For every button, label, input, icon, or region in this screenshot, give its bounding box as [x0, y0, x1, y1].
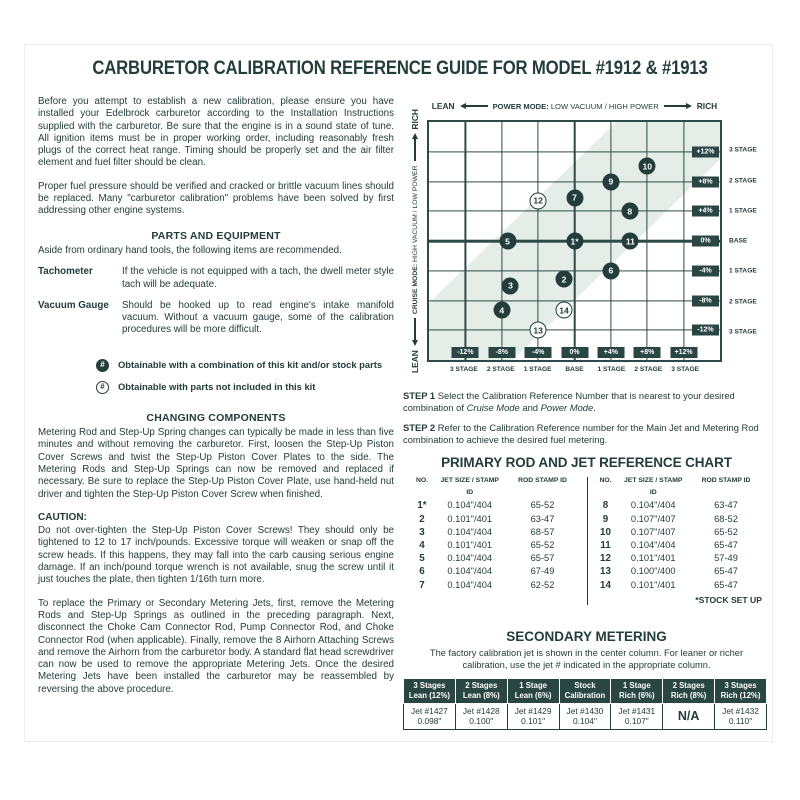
ref-number-cell: 11 — [600, 539, 611, 551]
secondary-column-header — [611, 679, 663, 703]
ref-number-cell: 9 — [602, 513, 609, 525]
calibration-point-1: 1* — [566, 233, 583, 250]
parts-equipment-heading: PARTS AND EQUIPMENT — [151, 229, 281, 242]
secondary-column-header — [559, 679, 611, 703]
jet-size-cell: 0.104"/404 — [447, 579, 493, 590]
legend-item-non-kit-parts — [96, 381, 394, 394]
ref-number-cell: 10 — [600, 526, 611, 538]
secondary-column-header — [715, 679, 767, 703]
cruise-mode-axis — [403, 109, 427, 373]
calibration-point-14: 14 — [556, 302, 573, 319]
header-line: 1 Stage — [622, 681, 651, 691]
ref-number-cell: 1* — [417, 500, 427, 512]
chart-symbol-legend — [96, 359, 394, 394]
secondary-jet-cell — [507, 703, 559, 730]
cruise-pct-badge: +4% — [692, 206, 719, 217]
cruise-pct-badge: 0% — [692, 236, 719, 247]
changing-components-heading: CHANGING COMPONENTS — [146, 411, 286, 424]
gridline-horizontal — [429, 300, 720, 301]
power-stage-label: 2 STAGE — [486, 366, 515, 373]
rod-stamp-cell: 65-52 — [530, 500, 555, 511]
jet-size: 0.098" — [417, 715, 442, 726]
header-line: Calibration — [564, 690, 606, 700]
right-arrow-icon — [664, 103, 692, 109]
secondary-column-header — [455, 679, 507, 703]
power-pct-badge: -12% — [452, 347, 479, 358]
rich-label: RICH — [696, 101, 718, 111]
table-row — [591, 513, 767, 526]
cruise-stage-label: 2 STAGE — [729, 177, 757, 184]
cruise-pct-badge: -8% — [692, 295, 719, 306]
rod-stamp-cell: 65-52 — [530, 539, 555, 550]
header-line: Lean (12%) — [408, 690, 450, 700]
parts-equipment-intro: Aside from ordinary hand tools, the following items are recommended. — [38, 244, 342, 256]
header-line: 2 Stages — [465, 681, 498, 691]
header-line: Rich (8%) — [670, 690, 707, 700]
step-2: STEP 2 Refer to the Calibration Reference number for the Main Jet and Metering Rod combination to achieve the desired fuel metering. — [403, 422, 759, 445]
header-line: 1 Stage — [519, 681, 547, 691]
calibration-point-11: 11 — [622, 233, 639, 250]
ref-number-cell: 3 — [419, 526, 425, 538]
power-pct-badge: +8% — [634, 347, 661, 358]
column-header: ROD STAMP ID — [518, 477, 567, 485]
jet-number: Jet #1431 — [618, 705, 656, 716]
right-column — [403, 100, 770, 730]
power-stage-label: 3 STAGE — [450, 366, 478, 373]
table-row — [591, 539, 767, 552]
secondary-column-header — [507, 679, 559, 703]
calibration-chart-plot — [427, 120, 722, 362]
ref-number-cell: 7 — [419, 579, 425, 591]
header-line: Stock — [574, 681, 596, 691]
secondary-metering-heading: SECONDARY METERING — [506, 628, 667, 644]
ref-number-cell: 14 — [600, 579, 611, 591]
table-row — [591, 552, 767, 565]
down-arrow-icon — [412, 318, 418, 346]
stock-setup-note: *STOCK SET UP — [695, 594, 762, 605]
header-line: 2 Stages — [672, 681, 705, 691]
calibration-point-4: 4 — [493, 302, 510, 319]
calibration-point-8: 8 — [621, 203, 638, 220]
column-header: ROD STAMP ID — [701, 477, 751, 485]
table-row — [591, 565, 767, 578]
table-row — [407, 513, 583, 526]
power-stage-label: 1 STAGE — [523, 366, 552, 373]
power-pct-badge: 0% — [561, 347, 588, 358]
primary-table-right-half — [587, 475, 771, 591]
rod-stamp-cell: 65-47 — [714, 579, 738, 590]
changing-components-paragraph: Metering Rod and Step-Up Spring changes can typically be made in less than five minutes and without removing the carburetor. First, loosen the Step-Up Piston Cover Screws and twist the Step-Up Piston Cover Plates to the side. The Metering Rods and Step-Up Springs can now be removed and replaced if necessary. Be sure to replace the Step-Up Piston Cover Plate, use hand-held nut driver and tighten the Step-Up Piston Cover Screw when finished. — [38, 427, 394, 500]
left-column — [38, 96, 394, 707]
secondary-jet-cell — [404, 703, 456, 730]
power-mode-axis-label — [427, 100, 722, 112]
rod-stamp-cell: 65-47 — [714, 539, 738, 550]
cruise-stage-label: 3 STAGE — [729, 328, 757, 336]
jet-size: 0.101" — [521, 715, 546, 726]
secondary-table-value-row — [404, 703, 767, 730]
power-stage-labels — [427, 362, 722, 377]
equipment-description: Should be hooked up to read engine's intake manifold vacuum. Without a vacuum gauge, some of the calibration procedures will be more difficult. — [122, 299, 394, 336]
primary-table-header-row — [407, 475, 583, 499]
calibration-point-5: 5 — [499, 233, 516, 250]
table-row — [591, 499, 767, 512]
gridline-vertical — [610, 122, 611, 360]
jet-size-cell: 0.104"/404 — [447, 526, 493, 537]
rod-stamp-cell: 63-47 — [530, 513, 555, 524]
equipment-name: Tachometer — [38, 266, 93, 278]
equipment-name: Vacuum Gauge — [38, 299, 109, 311]
cruise-pct-badge: +12% — [692, 146, 719, 157]
ref-number-cell: 13 — [600, 566, 611, 578]
power-stage-label: BASE — [565, 366, 584, 373]
cruise-stage-label: 3 STAGE — [729, 146, 757, 154]
jet-size: 0.110" — [728, 715, 753, 726]
calibration-point-3: 3 — [502, 277, 519, 294]
jet-number: Jet #1427 — [411, 705, 448, 716]
secondary-metering-intro: The factory calibration jet is shown in the center column. For leaner or richer calibration, use the jet # indicated in the appropriate column. — [429, 647, 744, 670]
calibration-chart — [403, 109, 770, 373]
power-pct-badge: +4% — [597, 347, 624, 358]
jet-number: Jet #1432 — [722, 705, 759, 716]
calibration-point-12: 12 — [530, 192, 547, 209]
secondary-column-header — [404, 679, 456, 703]
jet-size: 0.104" — [572, 715, 597, 726]
equipment-item-vacuum-gauge — [38, 300, 394, 337]
cruise-pct-badge: -12% — [692, 325, 719, 336]
rod-stamp-cell: 65-57 — [530, 553, 555, 564]
primary-table-left-half — [403, 475, 587, 591]
step-2-label: STEP 2 — [403, 422, 436, 434]
jet-size: 0.100" — [469, 715, 494, 726]
header-line: Lean (8%) — [462, 690, 500, 700]
table-row — [407, 526, 583, 539]
jet-size-cell: 0.107"/407 — [630, 526, 676, 537]
lean-label: LEAN — [410, 350, 420, 373]
header-line: 3 Stages — [413, 681, 446, 691]
calibration-steps — [403, 390, 770, 445]
rod-stamp-cell: 65-52 — [714, 526, 738, 537]
gridline-horizontal — [429, 270, 720, 271]
cruise-stage-label: BASE — [729, 237, 748, 245]
secondary-table-header-row — [404, 679, 767, 703]
rod-stamp-cell: 62-52 — [530, 579, 555, 590]
jet-size-cell: 0.104"/404 — [447, 566, 493, 577]
jet-size-cell: 0.104"/404 — [630, 539, 676, 550]
cruise-stage-label: 1 STAGE — [729, 207, 757, 215]
jet-size-cell: 0.101"/401 — [447, 513, 493, 524]
jet-size-cell: 0.101"/401 — [630, 553, 676, 564]
column-header: JET SIZE / STAMP ID — [440, 477, 499, 497]
jet-size-cell: 0.101"/401 — [630, 579, 676, 590]
legend-text: Obtainable with parts not included in this kit — [118, 381, 316, 393]
power-stage-label: 3 STAGE — [671, 366, 699, 373]
jet-replacement-paragraph: To replace the Primary or Secondary Metering Jets, first, remove the Metering Rods and Step-Up Springs as outlined in the preceding paragraph. Next, disconnect the Choke Cam Connector Rod, Pump Connector Rod, and Choke Connector Rod (when applicable). Finally, remove the 8 Airhorn Attaching Screws and remove the Airhorn from the carburetor body. A standard flat head screwdriver can now be used to remove the appropriate Metering Jets. Once the desired Metering Jets have been installed the carburetor may be reassembled by reversing the above procedure. — [38, 597, 394, 695]
power-pct-badge: +12% — [670, 347, 697, 358]
header-line: Rich (12%) — [720, 690, 761, 700]
secondary-column-header — [663, 679, 715, 703]
power-mode-text: POWER MODE: LOW VACUUM / HIGH POWER — [492, 101, 659, 111]
table-row — [407, 539, 583, 552]
rod-stamp-cell: 57-49 — [714, 553, 738, 564]
equipment-item-tachometer — [38, 266, 394, 291]
header-line: Rich (6%) — [619, 690, 655, 700]
caution-paragraph: Do not over-tighten the Step-Up Piston Cover Screws! They should only be tightened to 12 to 17 inch/pounds. Excessive torque will weaken or snap off the screw heads. If this happens, they may fall into the carb causing serious engine damage. If an inch/pound torque wrench is not available, snug the screw until it just touches the plate, then tighten 1/16th turn more. — [38, 525, 394, 586]
table-row — [407, 499, 583, 512]
filled-number-circle-icon: # — [96, 359, 109, 372]
rod-stamp-cell: 68-57 — [530, 526, 555, 537]
calibration-point-7: 7 — [566, 189, 583, 206]
table-row — [591, 526, 767, 539]
table-row — [591, 579, 767, 592]
calibration-point-2: 2 — [556, 271, 573, 288]
cruise-stage-label: 1 STAGE — [729, 267, 757, 275]
jet-size-cell: 0.100"/400 — [630, 566, 676, 577]
ref-number-cell: 2 — [419, 513, 425, 525]
secondary-jet-cell — [715, 703, 767, 730]
rod-stamp-cell: 65-47 — [714, 566, 738, 577]
primary-table-header-row — [591, 475, 767, 499]
jet-size-cell: 0.104"/404 — [630, 500, 676, 511]
jet-number: Jet #1430 — [566, 705, 604, 716]
ref-number-cell: 5 — [419, 553, 425, 565]
legend-text: Obtainable with a combination of this kit and/or stock parts — [118, 359, 383, 371]
equipment-description: If the vehicle is not equipped with a tach, the dwell meter style tach will be adequate. — [122, 266, 394, 290]
calibration-point-13: 13 — [530, 322, 547, 339]
column-header: NO. — [415, 477, 429, 485]
outline-number-circle-icon: # — [96, 381, 109, 394]
rich-label: RICH — [410, 109, 420, 130]
calibration-point-10: 10 — [639, 158, 656, 175]
cruise-pct-badge: -4% — [692, 265, 719, 276]
left-arrow-icon — [460, 103, 488, 109]
jet-size-cell: 0.104"/404 — [447, 500, 493, 511]
gridline-horizontal — [429, 330, 720, 331]
power-stage-label: 1 STAGE — [597, 366, 626, 373]
jet-size-cell: 0.104"/404 — [447, 553, 493, 564]
cruise-stage-labels — [722, 120, 768, 362]
calibration-point-6: 6 — [602, 262, 619, 279]
gridline-vertical — [683, 122, 684, 360]
jet-size: 0.107" — [624, 715, 649, 726]
legend-item-kit-parts — [96, 359, 394, 372]
rod-stamp-cell: 67-49 — [530, 566, 555, 577]
ref-number-cell: 8 — [602, 500, 609, 512]
table-row — [407, 552, 583, 565]
table-row — [407, 565, 583, 578]
cruise-mode-text: CRUISE MODE: HIGH VACUUM / LOW POWER — [411, 165, 419, 315]
calibration-point-9: 9 — [602, 173, 619, 190]
table-divider — [587, 477, 588, 605]
cruise-pct-badge: +8% — [692, 176, 719, 187]
rod-stamp-cell: 63-47 — [714, 500, 738, 511]
secondary-jet-cell — [559, 703, 611, 730]
ref-number-cell: 6 — [419, 566, 425, 578]
header-line: Lean (6%) — [514, 690, 552, 700]
jet-size-cell: 0.107"/407 — [630, 513, 676, 524]
jet-number: Jet #1429 — [514, 705, 552, 716]
power-pct-badge: -4% — [525, 347, 552, 358]
primary-chart-heading: PRIMARY ROD AND JET REFERENCE CHART — [441, 455, 732, 471]
step-1-label: STEP 1 — [403, 390, 436, 401]
ref-number-cell: 12 — [600, 553, 611, 565]
cruise-stage-label: 2 STAGE — [729, 298, 757, 305]
power-stage-label: 2 STAGE — [634, 366, 663, 373]
column-header: JET SIZE / STAMP ID — [624, 477, 683, 497]
lean-label: LEAN — [431, 101, 455, 111]
page-title: CARBURETOR CALIBRATION REFERENCE GUIDE FOR MODEL #1912 & #1913 — [92, 58, 708, 79]
intro-paragraph-2: Proper fuel pressure should be verified and cracked or brittle vacuum lines should be replaced. Many "carburetor calibration" problems have been solved by first addressing other engine systems. — [38, 180, 394, 217]
ref-number-cell: 4 — [419, 539, 425, 551]
rod-stamp-cell: 68-52 — [714, 513, 738, 524]
column-header: NO. — [599, 477, 612, 485]
cruise-mode-axis-label — [407, 109, 423, 373]
primary-rod-jet-table — [403, 475, 770, 591]
step-1: STEP 1 Select the Calibration Reference Number that is nearest to your desired combination of Cruise Mode and Power Mode. — [403, 390, 735, 413]
power-pct-badge: -8% — [488, 347, 515, 358]
secondary-jet-cell: N/A — [663, 703, 715, 730]
table-row — [407, 579, 583, 592]
up-arrow-icon — [412, 134, 418, 162]
header-line: 3 Stages — [724, 681, 757, 691]
secondary-metering-table — [403, 678, 767, 730]
secondary-jet-cell — [455, 703, 507, 730]
secondary-jet-cell — [611, 703, 663, 730]
jet-number: Jet #1428 — [462, 705, 500, 716]
jet-size-cell: 0.101"/401 — [447, 539, 493, 550]
caution-label: CAUTION: — [38, 511, 87, 523]
intro-paragraph-1: Before you attempt to establish a new calibration, please ensure you have installed your Edelbrock carburetor according to the Installation Instructions supplied with the carburetor. Be sure that the engine is in a sound state of tune. All ignition items must be in proper working order, including reasonably fresh plugs of the correct heat range. Timing should be properly set and the air filter element and fuel filter should be clean. — [38, 96, 394, 169]
